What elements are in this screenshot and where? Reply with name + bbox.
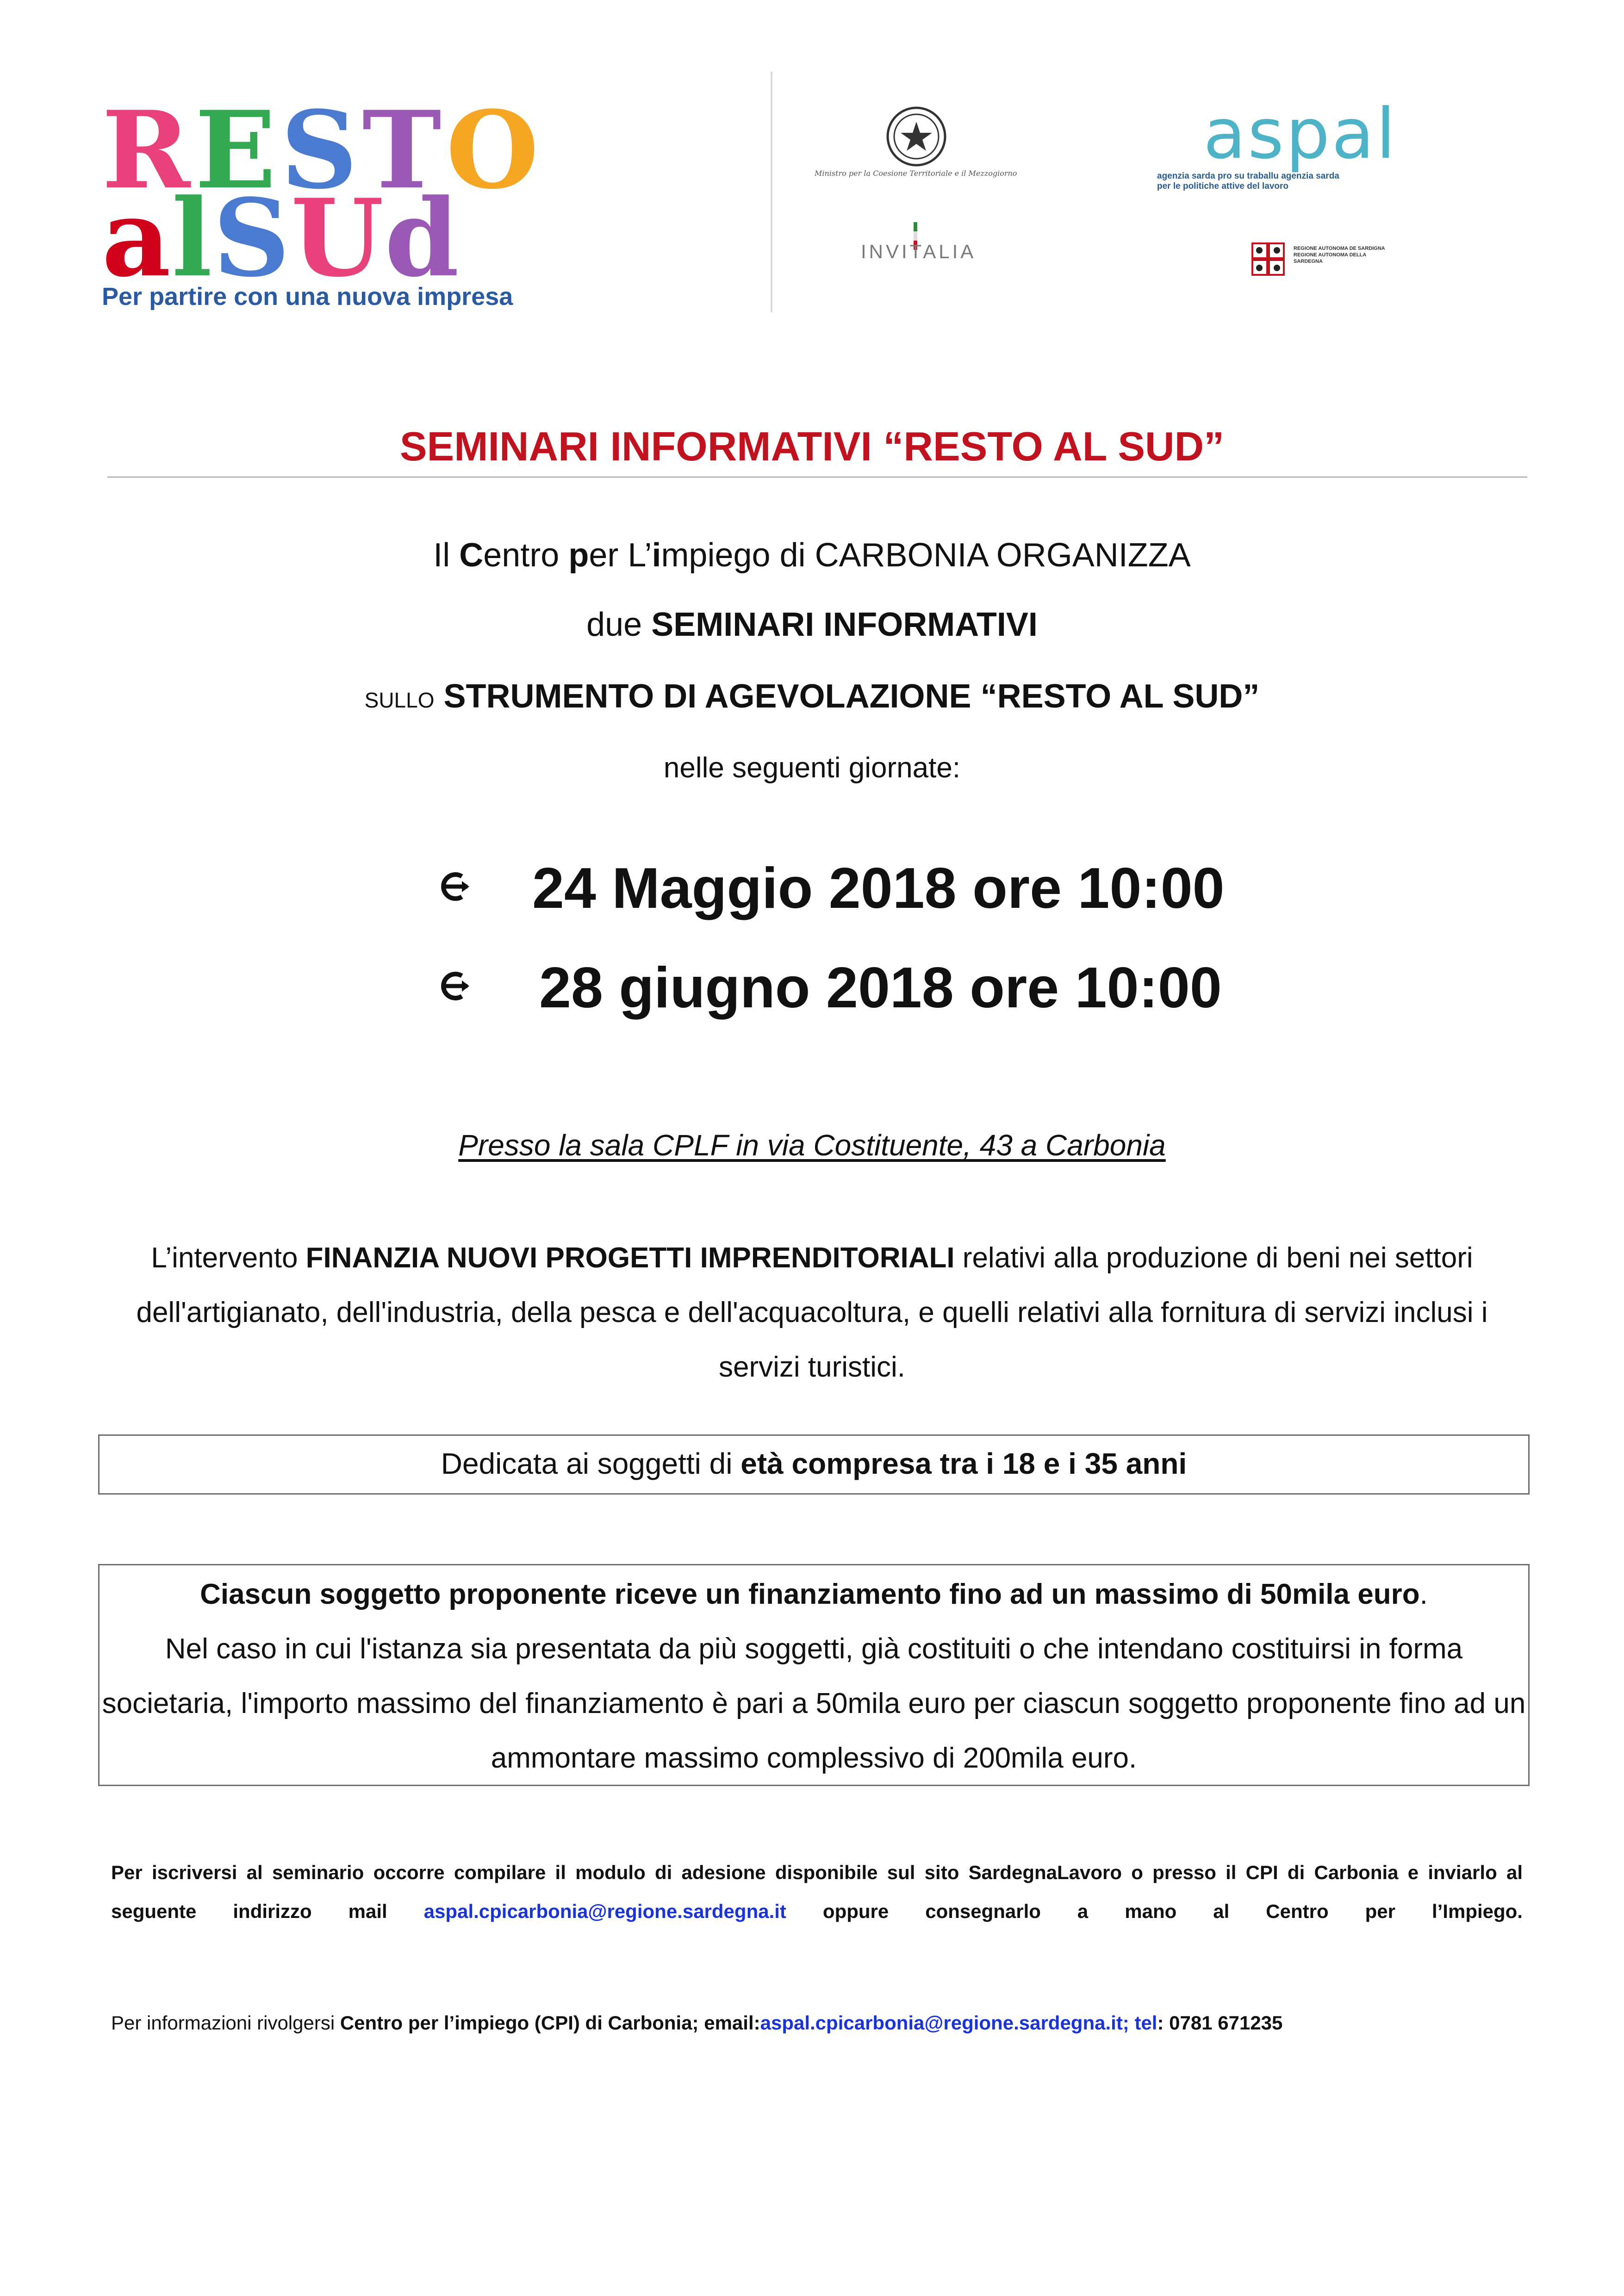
page-title: SEMINARI INFORMATIVI “RESTO AL SUD”: [399, 423, 1225, 469]
logo-line-resto: RESTO: [102, 88, 544, 213]
ministry-caption: Ministro per la Coesione Territoriale e il Mezzogiorno: [815, 169, 1017, 178]
logo-tagline: Per partire con una nuova impresa: [102, 283, 513, 310]
aspal-logo-text: aspal: [1203, 94, 1397, 174]
header-divider: [771, 72, 772, 312]
regione-sardegna-emblem-icon: [1250, 241, 1287, 278]
registration-info: Per iscriversi al seminario occorre compilare il modulo di adesione disponibile sul sito SardegnaLavoro o presso il CPI di Carbonia e inviarlo al seguente indirizzo mail aspal.cpicarbonia@regione.sardegna.it oppure consegnarlo a mano al Centro per l’Impiego.: [111, 1862, 1523, 1922]
contact-email-link[interactable]: aspal.cpicarbonia@regione.sardegna.it; tel: [760, 2012, 1157, 2034]
intro-line-seminars: due SEMINARI INFORMATIVI: [586, 606, 1038, 643]
funding-box: Ciascun soggetto proponente riceve un finanziamento fino ad un massimo di 50mila euro. Nel caso in cui l'istanza sia presentata da più soggetti, già costituiti o che intendano costituirsi in forma societaria, l'importo massimo del finanziamento è pari a 50mila euro per ciascun soggetto proponente fino ad un ammontare massimo complessivo di 200mila euro.: [98, 1564, 1530, 1786]
italian-republic-emblem-icon: [884, 104, 949, 169]
seminar-date-2: [0, 951, 1624, 1025]
registration-email-link[interactable]: aspal.cpicarbonia@regione.sardegna.it: [423, 1900, 786, 1922]
contact-info: Per informazioni rivolgersi Centro per l’impiego (CPI) di Carbonia; email:aspal.cpicarbonia@regione.sardegna.it; tel: 0781 671235: [111, 2012, 1283, 2034]
seminar-date-1-text: 24 Maggio 2018 ore 10:00: [532, 856, 1225, 920]
aspal-subtitle: agenzia sarda pro su traballu agenzia sarda per le politiche attive del lavoro: [1157, 171, 1339, 191]
aspal-logo: [1203, 94, 1397, 174]
seminar-date-1: [0, 851, 1624, 925]
title-divider: [107, 477, 1527, 478]
arrow-right-icon: [435, 869, 470, 904]
venue: [0, 1124, 1624, 1166]
resto-al-sud-logo: [102, 88, 555, 315]
arrow-right-icon: [435, 968, 470, 1004]
description: L’intervento FINANZIA NUOVI PROGETTI IMPRENDITORIALI relativi alla produzione di beni nei settori dell'artigianato, dell'industria, della pesca e dell'acquacoltura, e quelli relativi alla fornitura di servizi inclusi i servizi turistici.: [136, 1242, 1488, 1383]
age-eligibility-box: Dedicata ai soggetti di età compresa tra i 18 e i 35 anni: [98, 1434, 1530, 1495]
intro-line-dates-lead: nelle seguenti giornate:: [663, 752, 961, 784]
logo-line-alsud: alSUd: [102, 176, 460, 301]
invitalia-logo-text: INVITALIA: [861, 241, 977, 262]
intro-line-instrument: SULLO STRUMENTO DI AGEVOLAZIONE “RESTO AL SUD”: [364, 678, 1260, 715]
regione-text: REGIONE AUTONOMA DE SARDIGNA REGIONE AUTONOMA DELLA SARDEGNA: [1294, 246, 1385, 264]
intro-line-organizer: Il Centro per L’impiego di CARBONIA ORGANIZZA: [433, 537, 1191, 574]
seminar-date-2-text: 28 giugno 2018 ore 10:00: [539, 956, 1222, 1020]
venue-text: Presso la sala CPLF in via Costituente, 43 a Carbonia: [458, 1129, 1166, 1162]
